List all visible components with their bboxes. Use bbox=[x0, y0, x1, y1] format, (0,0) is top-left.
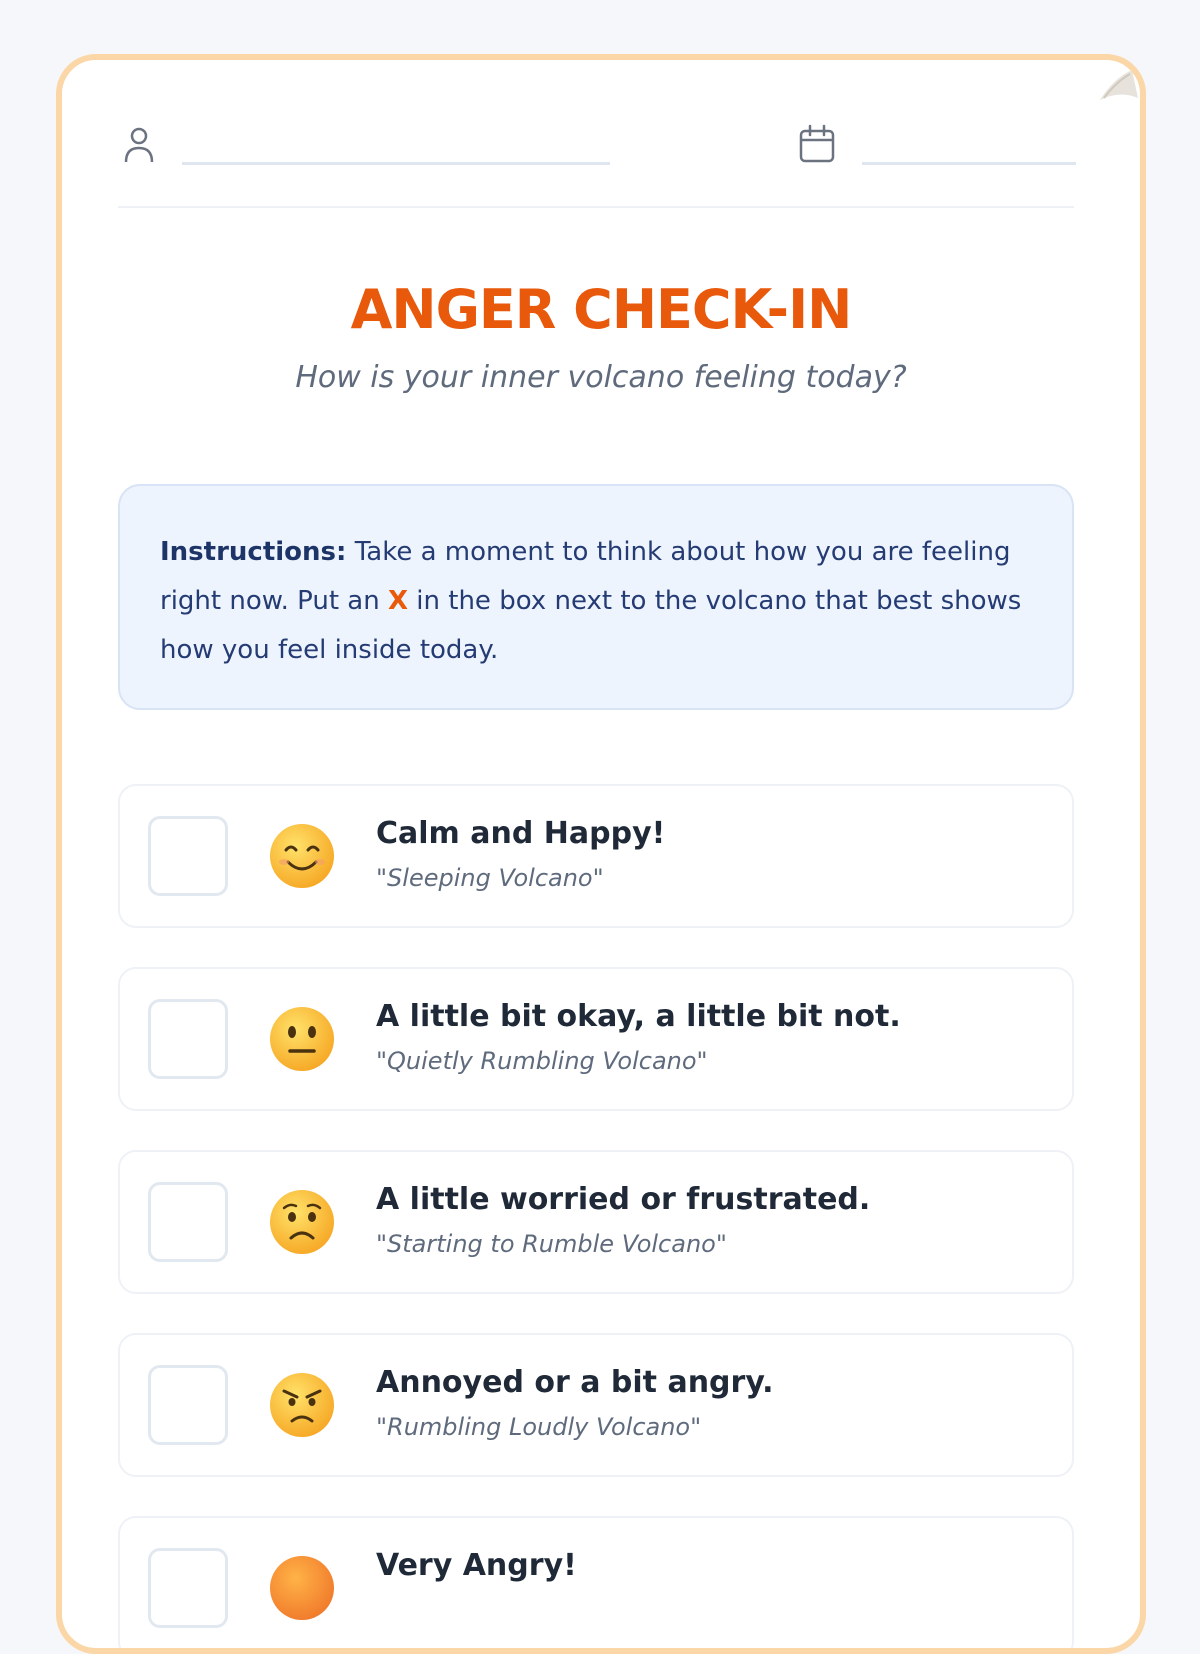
instructions-label: Instructions: bbox=[160, 537, 347, 567]
option-worried-frustrated bbox=[118, 1150, 1074, 1294]
option-okay-not-okay bbox=[118, 967, 1074, 1111]
option-title: Calm and Happy! bbox=[376, 816, 666, 851]
page-subtitle: How is your inner volcano feeling today? bbox=[295, 360, 907, 395]
user-icon bbox=[122, 126, 156, 164]
instructions-text-after: in the box next to the volcano that best shows how you feel inside today. bbox=[160, 586, 1022, 665]
option-checkbox[interactable] bbox=[148, 1365, 228, 1445]
option-checkbox[interactable] bbox=[148, 1182, 228, 1262]
smiling-face-icon bbox=[268, 822, 336, 890]
instructions-text-before: Take a moment to think about how you are feeling right now. Put an bbox=[160, 537, 1011, 616]
neutral-face-icon bbox=[268, 1005, 336, 1073]
page-curl-decoration bbox=[1080, 60, 1140, 120]
instructions-box bbox=[118, 484, 1074, 710]
instructions-x-mark: X bbox=[387, 586, 409, 616]
header-divider bbox=[118, 206, 1074, 208]
name-field[interactable] bbox=[182, 162, 610, 165]
option-annoyed-angry bbox=[118, 1333, 1074, 1477]
option-calm-and-happy bbox=[118, 784, 1074, 928]
worksheet-card bbox=[56, 54, 1146, 1654]
option-checkbox[interactable] bbox=[148, 1548, 228, 1628]
date-field[interactable] bbox=[862, 162, 1076, 165]
option-very-angry bbox=[118, 1516, 1074, 1654]
option-checkbox[interactable] bbox=[148, 999, 228, 1079]
option-subtitle: "Quietly Rumbling Volcano" bbox=[376, 1047, 708, 1075]
calendar-icon bbox=[798, 124, 836, 164]
option-subtitle: "Starting to Rumble Volcano" bbox=[376, 1230, 727, 1258]
option-subtitle: "Sleeping Volcano" bbox=[376, 864, 604, 892]
feelings-options-list bbox=[118, 784, 1074, 1654]
option-title: Annoyed or a bit angry. bbox=[376, 1365, 774, 1400]
option-title: A little worried or frustrated. bbox=[376, 1182, 871, 1217]
page-title: ANGER CHECK-IN bbox=[350, 278, 852, 341]
student-info-row bbox=[118, 120, 1092, 176]
option-title: A little bit okay, a little bit not. bbox=[376, 999, 901, 1034]
worried-face-icon bbox=[268, 1188, 336, 1256]
option-checkbox[interactable] bbox=[148, 816, 228, 896]
option-title: Very Angry! bbox=[376, 1548, 577, 1583]
very-angry-face-icon bbox=[268, 1554, 336, 1622]
angry-face-icon bbox=[268, 1371, 336, 1439]
option-subtitle: "Rumbling Loudly Volcano" bbox=[376, 1413, 702, 1441]
